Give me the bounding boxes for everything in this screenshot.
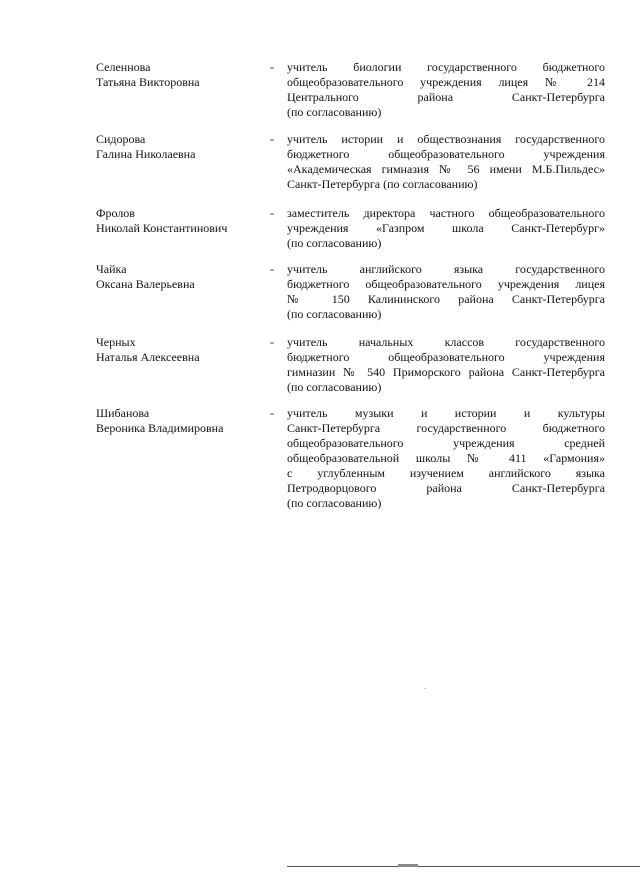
surname: Черных [96, 335, 136, 349]
description-line: (по согласованию) [287, 380, 382, 394]
person-name [96, 335, 266, 365]
description-line: (по согласованию) [287, 496, 382, 510]
description-line: учитель истории и обществознания государственного [287, 132, 605, 146]
description-line: заместитель директора частного общеобразовательного [287, 206, 605, 220]
description-line: общеобразовательного учреждения средней [287, 436, 605, 450]
description-line: с углубленным изучением английского языка [287, 466, 605, 480]
position-description [287, 335, 605, 395]
description-line: Санкт-Петербурга (по согласованию) [287, 177, 478, 191]
surname: Шибанова [96, 406, 150, 420]
description-line: общеобразовательного учреждения лицея № 214 [287, 75, 605, 89]
given-names: Наталья Алексеевна [96, 350, 200, 364]
description-line: бюджетного общеобразовательного учреждения [287, 350, 605, 364]
description-line: № 150 Калининского района Санкт-Петербурга [287, 292, 605, 306]
description-line: учитель начальных классов государственного [287, 335, 605, 349]
description-line: учитель биологии государственного бюджетного [287, 60, 605, 74]
description-line: общеобразовательной школы № 411 «Гармония» [287, 451, 605, 465]
person-name [96, 132, 266, 162]
given-names: Николай Константинович [96, 221, 228, 235]
given-names: Вероника Владимировна [96, 421, 224, 435]
given-names: Галина Николаевна [96, 147, 196, 161]
description-line: гимназии № 540 Приморского района Санкт-Петербурга [287, 365, 605, 379]
scan-speck [424, 688, 426, 689]
scan-edge-mark [398, 864, 418, 867]
position-description [287, 206, 605, 251]
description-line: бюджетного общеобразовательного учреждения лицея [287, 277, 605, 291]
person-name [96, 406, 266, 436]
separator-dash: - [270, 60, 274, 74]
position-description [287, 132, 605, 192]
surname: Чайка [96, 262, 127, 276]
person-name [96, 262, 266, 292]
separator-dash: - [270, 206, 274, 220]
description-line: Петродворцового района Санкт-Петербурга [287, 481, 605, 495]
description-line: учреждения «Газпром школа Санкт-Петербург» [287, 221, 605, 235]
separator-dash: - [270, 335, 274, 349]
separator-dash: - [270, 132, 274, 146]
description-line: Центрального района Санкт-Петербурга [287, 90, 605, 104]
description-line: (по согласованию) [287, 307, 382, 321]
surname: Сидорова [96, 132, 146, 146]
description-line: учитель английского языка государственного [287, 262, 605, 276]
description-line: учитель музыки и истории и культуры [287, 406, 605, 420]
person-name [96, 60, 266, 90]
description-line: (по согласованию) [287, 236, 382, 250]
description-line: (по согласованию) [287, 105, 382, 119]
given-names: Оксана Валерьевна [96, 277, 195, 291]
person-name [96, 206, 266, 236]
separator-dash: - [270, 262, 274, 276]
scan-edge-line [287, 866, 640, 867]
description-line: «Академическая гимназия № 56 имени М.Б.Пильдес» [287, 162, 605, 176]
position-description [287, 60, 605, 120]
surname: Фролов [96, 206, 135, 220]
position-description [287, 262, 605, 322]
position-description [287, 406, 605, 511]
surname: Селеннова [96, 60, 151, 74]
separator-dash: - [270, 406, 274, 420]
description-line: Санкт-Петербурга государственного бюджетного [287, 421, 605, 435]
description-line: бюджетного общеобразовательного учреждения [287, 147, 605, 161]
given-names: Татьяна Викторовна [96, 75, 200, 89]
